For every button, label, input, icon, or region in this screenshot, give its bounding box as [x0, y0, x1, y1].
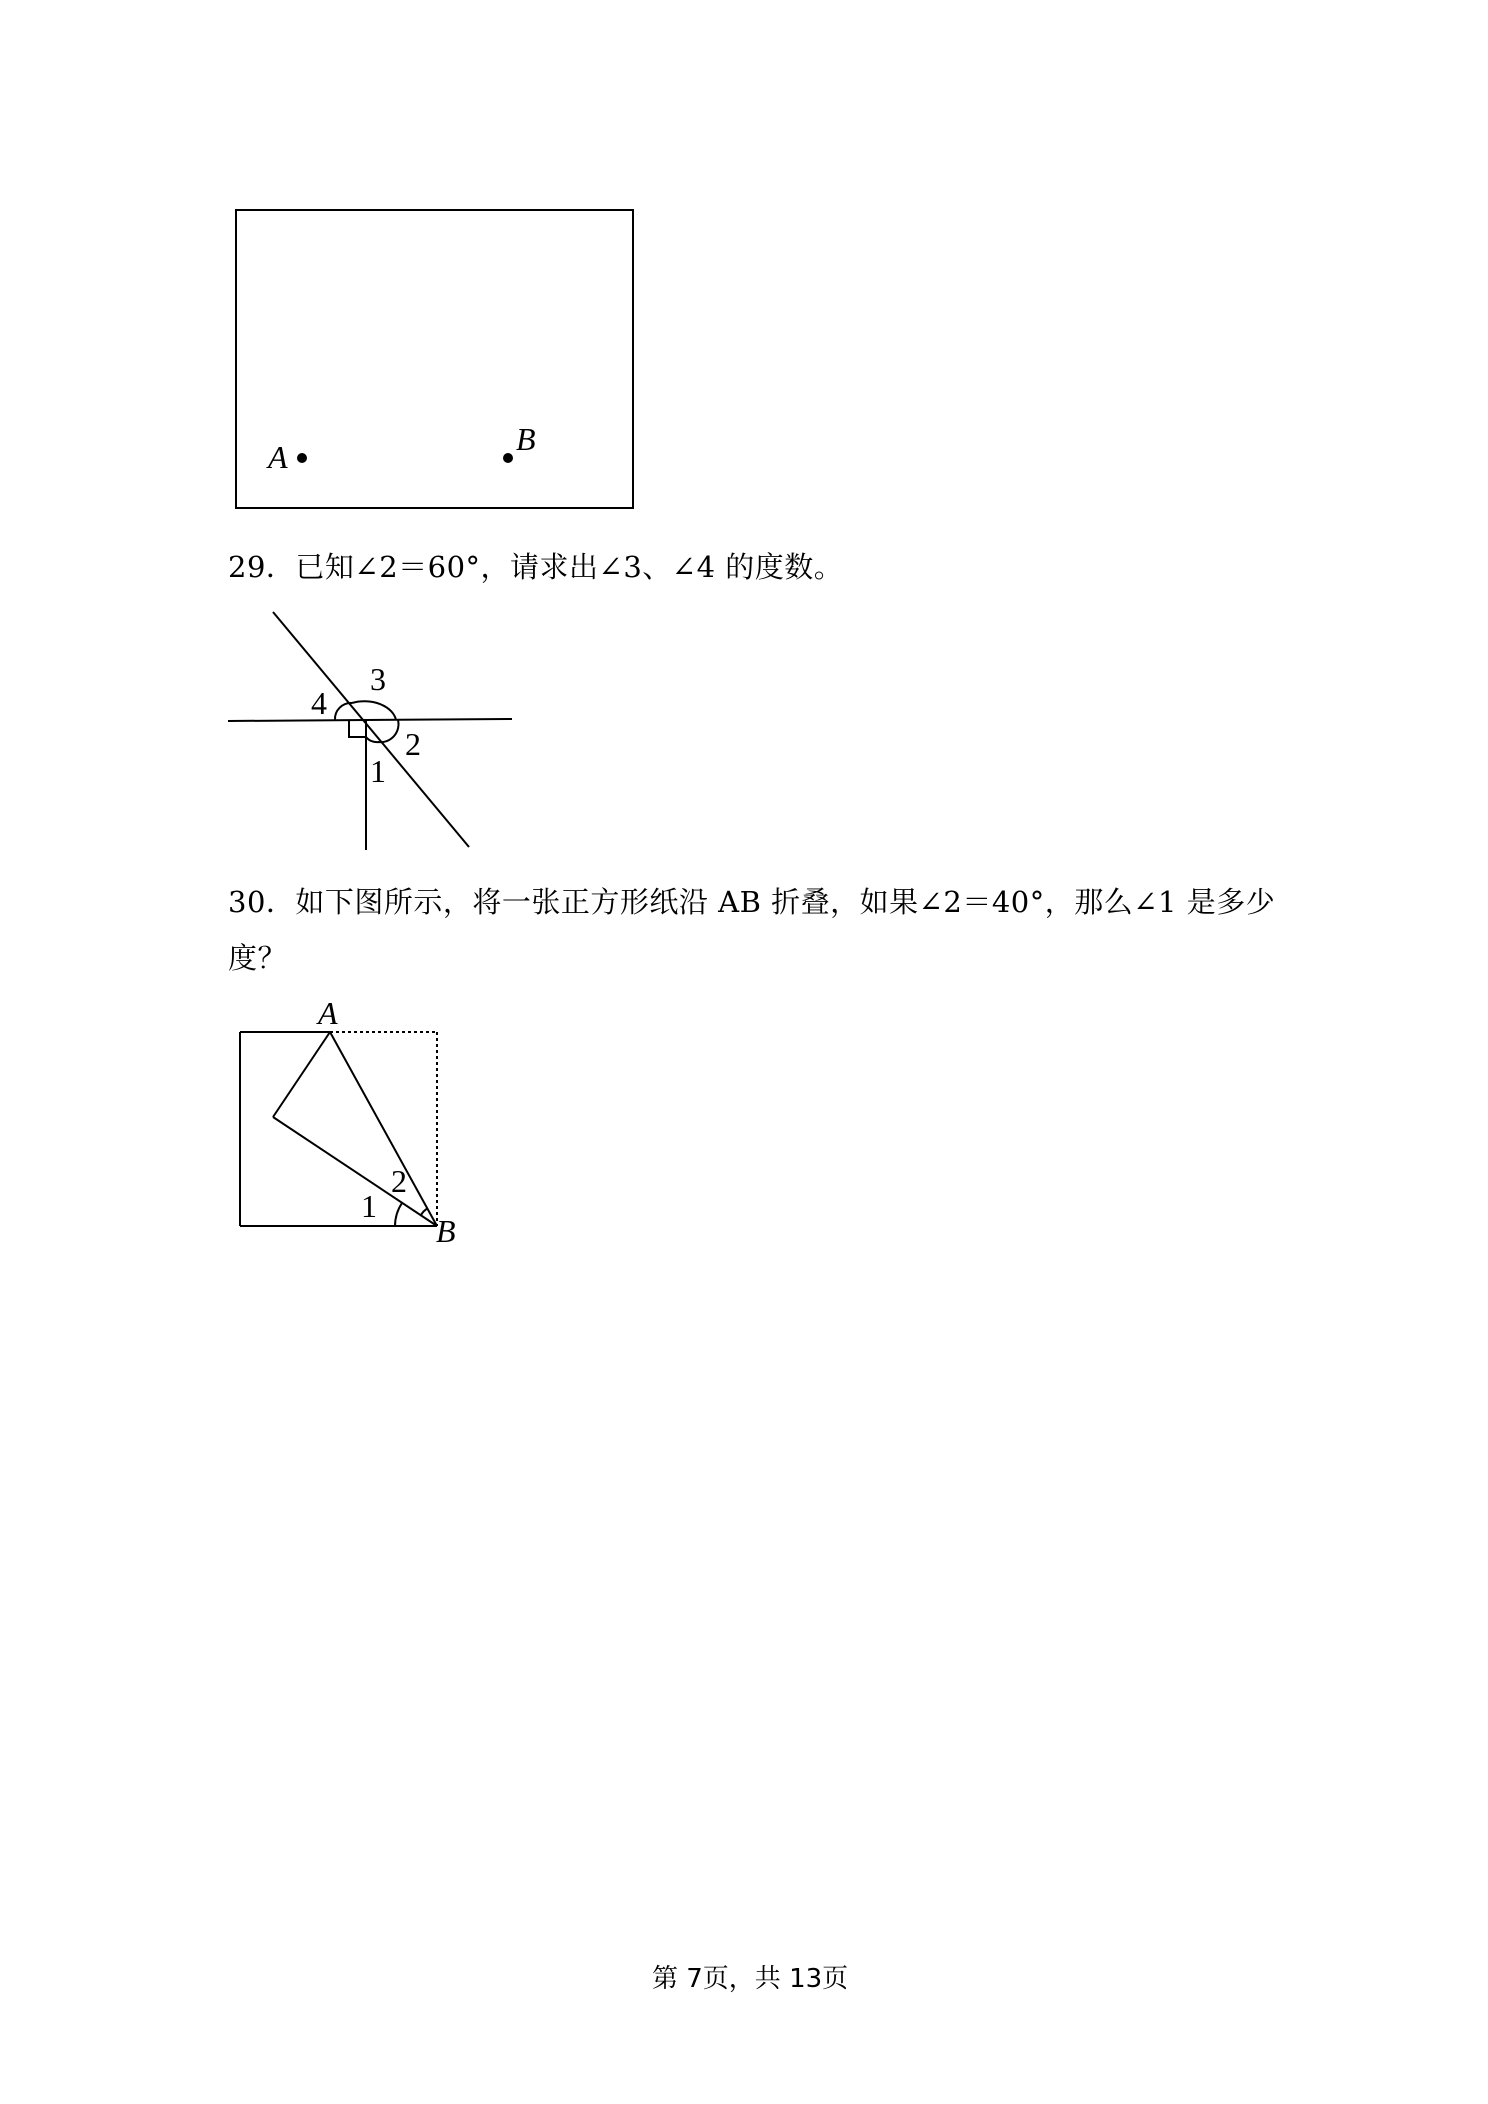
- folded-edge-b: [273, 1117, 437, 1226]
- question-30-text-line1: 30．如下图所示，将一张正方形纸沿 AB 折叠，如果∠2＝40°，那么∠1 是多少: [228, 885, 1276, 919]
- angle-2-label: 2: [391, 1163, 407, 1199]
- angle-3-label: 3: [370, 661, 386, 697]
- point-b-label: B: [516, 421, 536, 457]
- page-number-footer: 第 7页，共 13页: [652, 1964, 849, 1994]
- angle-1-arc: [395, 1203, 402, 1226]
- angle-1-label: 1: [370, 753, 386, 789]
- angle-2-arc: [421, 1208, 428, 1215]
- question-30-text-line2: 度？: [228, 941, 288, 975]
- angle-1-label: 1: [361, 1188, 377, 1224]
- folded-edge-a: [273, 1032, 330, 1117]
- point-a-label: A: [268, 439, 288, 475]
- vertex-b-label: B: [436, 1213, 456, 1249]
- question-29-text: 29．已知∠2＝60°，请求出∠3、∠4 的度数。: [228, 550, 844, 584]
- angle-2-label: 2: [405, 726, 421, 762]
- angle-4-label: 4: [311, 685, 327, 721]
- fold-line-ab: [330, 1032, 437, 1226]
- vertex-a-label: A: [318, 995, 338, 1031]
